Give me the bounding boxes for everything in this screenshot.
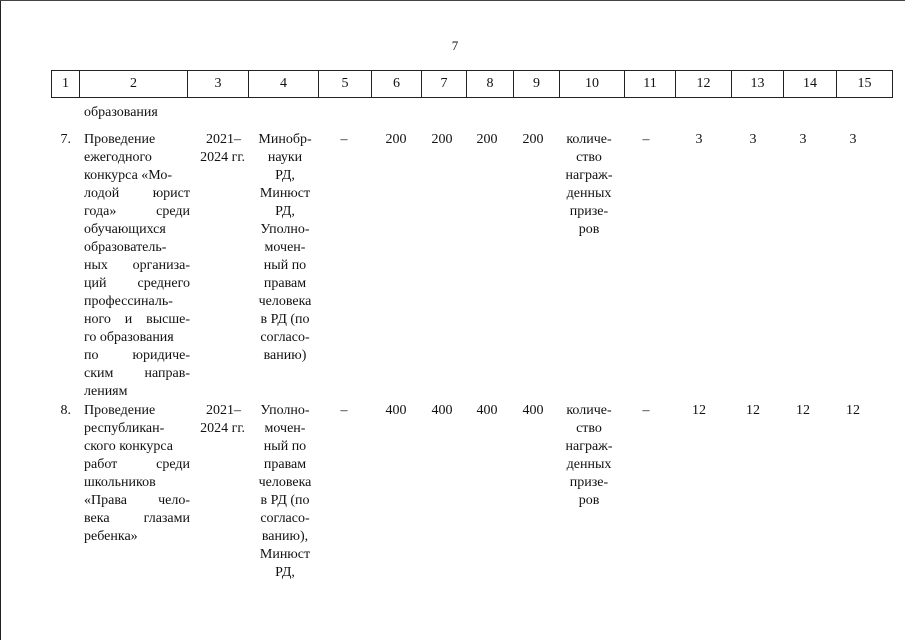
- page-number: 7: [451, 38, 459, 53]
- indicator-line: количе-: [566, 132, 612, 147]
- column-header-3: 3: [188, 71, 249, 98]
- activity-name-line: года» среди: [84, 204, 190, 219]
- column-6-value: 200: [385, 132, 407, 147]
- activity-name-line: работ среди: [84, 457, 190, 472]
- activity-name-line: Проведение: [84, 132, 156, 147]
- activity-name-line: ций среднего: [84, 276, 190, 291]
- activity-name-line: школьников: [84, 475, 156, 490]
- column-13-value: 12: [746, 403, 760, 418]
- activity-name-line: ского конкурса: [84, 439, 173, 454]
- activity-name-line: обучающихся: [84, 222, 166, 237]
- activity-name-line: лодой юрист: [84, 186, 190, 201]
- indicator-line: ров: [578, 493, 600, 508]
- executor-line: Минюст: [259, 186, 311, 201]
- column-8-value: 200: [476, 132, 498, 147]
- executor-line: ванию): [263, 348, 307, 363]
- indicator-line: ство: [576, 421, 602, 436]
- activity-name-line: го образования: [84, 330, 174, 345]
- column-header-table: [51, 70, 893, 98]
- column-header-1: 1: [52, 71, 80, 98]
- column-header-6: 6: [372, 71, 422, 98]
- column-7-value: 200: [431, 132, 453, 147]
- activity-name-line: ных организа-: [84, 258, 190, 273]
- indicator-line: награж-: [565, 168, 613, 183]
- executor-line: мочен-: [264, 421, 306, 436]
- column-header-13: 13: [732, 71, 784, 98]
- carried-over-text: образования: [84, 105, 158, 120]
- row-number: 7.: [60, 132, 71, 147]
- executor-line: РД,: [275, 168, 295, 183]
- row-number: 8.: [60, 403, 71, 418]
- executor-line: ный по: [263, 258, 307, 273]
- executor-line: науки: [267, 150, 303, 165]
- activity-name-line: по юридиче-: [84, 348, 190, 363]
- indicator: [555, 402, 623, 510]
- column-8-value: 400: [476, 403, 498, 418]
- column-header-7: 7: [422, 71, 467, 98]
- column-12-value: 12: [692, 403, 706, 418]
- period: [197, 131, 245, 167]
- activity-name-line: Проведение: [84, 403, 156, 418]
- column-header-row: [52, 71, 893, 98]
- executor-line: Уполно-: [260, 403, 310, 418]
- executor-line: в РД (по: [260, 312, 310, 327]
- activity-name-line: республикан-: [84, 421, 165, 436]
- activity-name-line: ного и высше-: [84, 312, 190, 327]
- column-header-2: 2: [80, 71, 188, 98]
- executor-line: мочен-: [264, 240, 306, 255]
- indicator-line: награж-: [565, 439, 613, 454]
- activity-name-line: века глазами: [84, 511, 190, 526]
- column-12-value: 3: [695, 132, 703, 147]
- column-9-value: 400: [522, 403, 544, 418]
- column-header-14: 14: [784, 71, 837, 98]
- column-5-value: –: [340, 403, 348, 418]
- activity-name-line: образователь-: [84, 240, 167, 255]
- executor-line: Минюст: [259, 547, 311, 562]
- column-header-11: 11: [625, 71, 676, 98]
- activity-name-line: «Права чело-: [84, 493, 190, 508]
- indicator-line: ство: [576, 150, 602, 165]
- executor-line: человека: [258, 294, 312, 309]
- executor-line: согласо-: [260, 330, 310, 345]
- executors: [250, 402, 320, 582]
- executor-line: согласо-: [260, 511, 310, 526]
- executor-line: правам: [263, 457, 307, 472]
- page-edge-left: [0, 0, 1, 640]
- column-15-value: 12: [846, 403, 860, 418]
- activity-name-line: конкурса «Мо-: [84, 168, 173, 183]
- executor-line: человека: [258, 475, 312, 490]
- executors: [250, 131, 320, 365]
- column-9-value: 200: [522, 132, 544, 147]
- period-line: 2021–: [206, 403, 241, 418]
- column-11-value: –: [642, 403, 650, 418]
- column-5-value: –: [340, 132, 348, 147]
- indicator-line: количе-: [566, 403, 612, 418]
- indicator-line: призе-: [569, 475, 609, 490]
- column-11-value: –: [642, 132, 650, 147]
- activity-name: [84, 131, 190, 401]
- executor-line: правам: [263, 276, 307, 291]
- activity-name-line: ребенка»: [84, 529, 138, 544]
- indicator-line: денных: [566, 186, 612, 201]
- page-edge-top: [0, 0, 905, 1]
- column-14-value: 12: [796, 403, 810, 418]
- activity-name-line: лениям: [84, 384, 128, 399]
- executor-line: Минобр-: [258, 132, 312, 147]
- period-line: 2024 гг.: [200, 150, 245, 165]
- column-header-15: 15: [837, 71, 893, 98]
- activity-name-line: ским направ-: [84, 366, 190, 381]
- indicator: [555, 131, 623, 239]
- period-line: 2021–: [206, 132, 241, 147]
- executor-line: ванию),: [261, 529, 309, 544]
- period: [197, 402, 245, 438]
- executor-line: РД,: [275, 565, 295, 580]
- column-header-5: 5: [319, 71, 372, 98]
- executor-line: ный по: [263, 439, 307, 454]
- column-13-value: 3: [749, 132, 757, 147]
- column-header-9: 9: [514, 71, 560, 98]
- column-15-value: 3: [849, 132, 857, 147]
- indicator-line: ров: [578, 222, 600, 237]
- activity-name: [84, 402, 190, 546]
- executor-line: РД,: [275, 204, 295, 219]
- column-header-8: 8: [467, 71, 514, 98]
- indicator-line: призе-: [569, 204, 609, 219]
- executor-line: Уполно-: [260, 222, 310, 237]
- activity-name-line: профессиналь-: [84, 294, 173, 309]
- period-line: 2024 гг.: [200, 421, 245, 436]
- executor-line: в РД (по: [260, 493, 310, 508]
- column-7-value: 400: [431, 403, 453, 418]
- column-header-12: 12: [676, 71, 732, 98]
- column-14-value: 3: [799, 132, 807, 147]
- column-header-10: 10: [560, 71, 625, 98]
- column-header-4: 4: [249, 71, 319, 98]
- indicator-line: денных: [566, 457, 612, 472]
- column-6-value: 400: [385, 403, 407, 418]
- activity-name-line: ежегодного: [84, 150, 152, 165]
